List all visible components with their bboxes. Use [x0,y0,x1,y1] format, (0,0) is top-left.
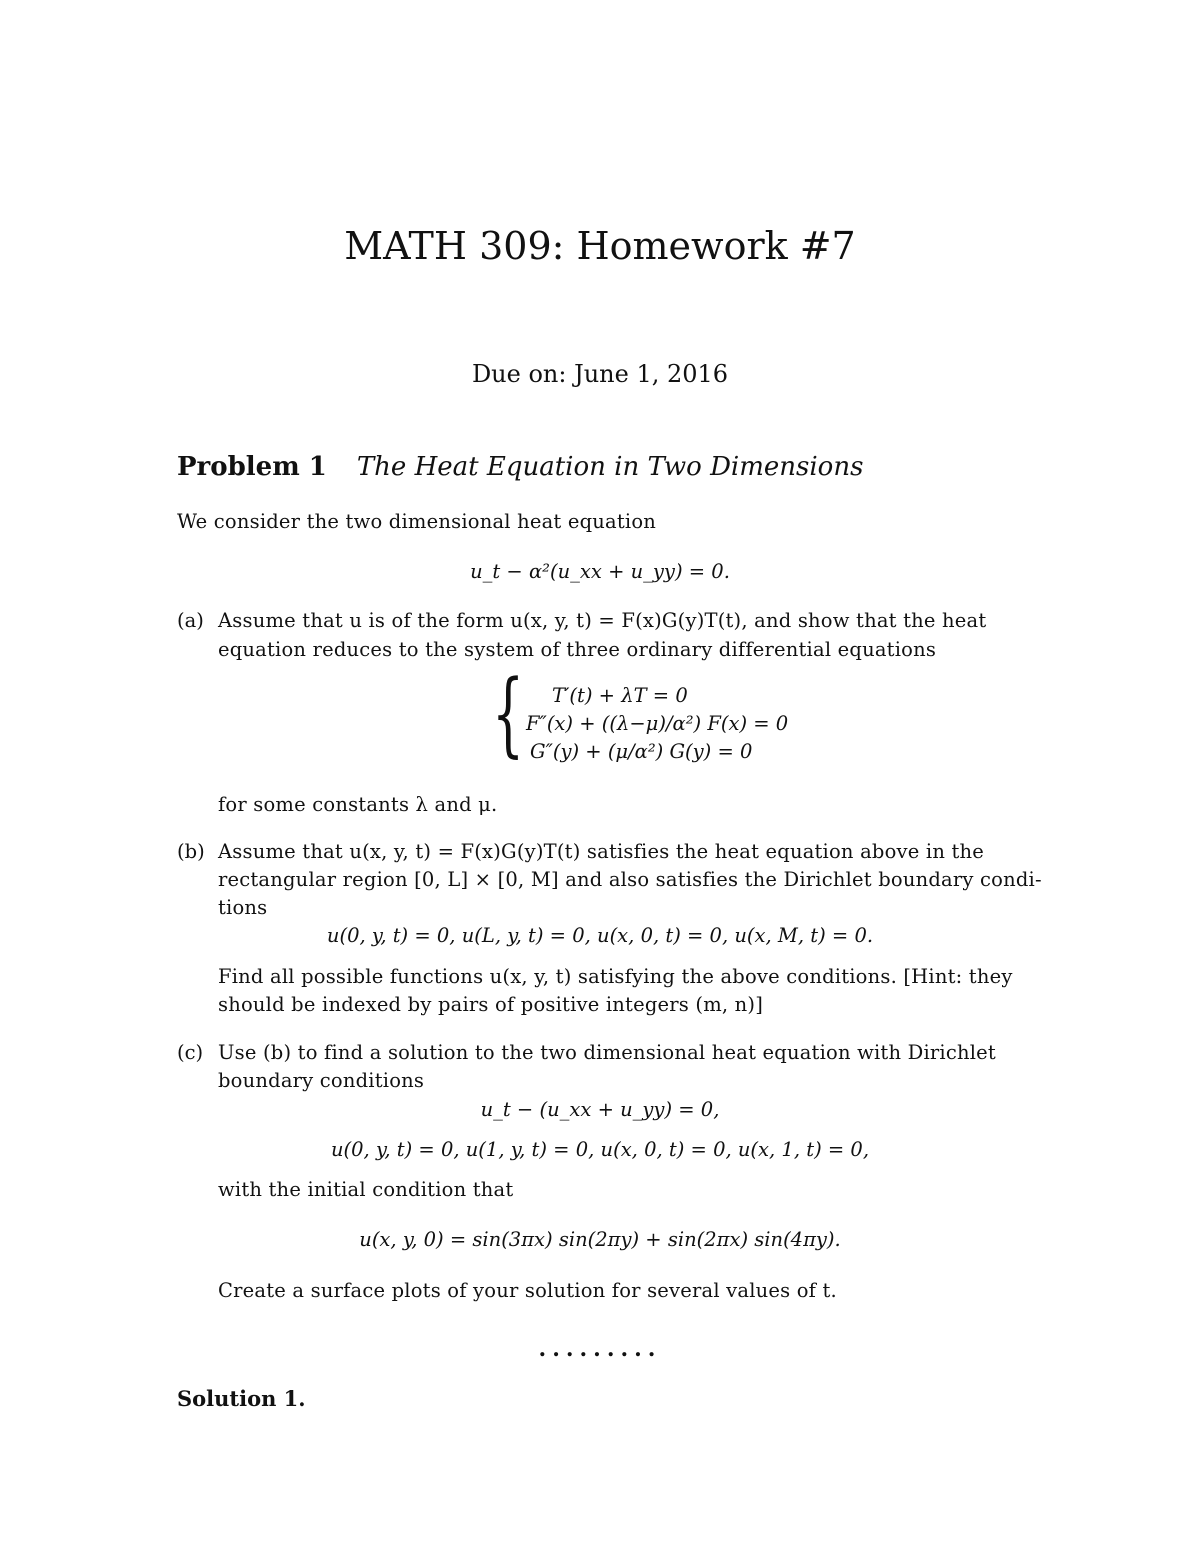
separator-dots: ......... [538,1336,662,1362]
left-brace: { [492,660,525,767]
part-c-line2: boundary conditions [218,1069,425,1092]
part-a-after: for some constants λ and μ. [218,793,498,816]
part-c-line1: Use (b) to find a solution to the two dimensional heat equation with Dirichlet [218,1041,996,1064]
part-b-find1: Find all possible functions u(x, y, t) satisfying the above conditions. [Hint: they [218,965,1013,988]
problem-intro: We consider the two dimensional heat equation [177,510,657,533]
ode-g: G″(y) + (μ/α²) G(y) = 0 [530,740,753,763]
boundary-conditions-b: u(0, y, t) = 0, u(L, y, t) = 0, u(x, 0, t) = 0, u(x, M, t) = 0. [326,924,874,947]
boundary-conditions-c: u(0, y, t) = 0, u(1, y, t) = 0, u(x, 0, t) = 0, u(x, 1, t) = 0, [330,1138,870,1161]
heat-equation-c: u_t − (u_xx + u_yy) = 0, [480,1098,720,1121]
part-c-label: (c) [177,1041,204,1064]
part-a-line2: equation reduces to the system of three ordinary differential equations [218,638,937,661]
ode-f: F″(x) + ((λ−μ)/α²) F(x) = 0 [526,712,789,735]
problem-heading [177,452,863,482]
part-b-line3: tions [218,896,268,919]
part-b-line1: Assume that u(x, y, t) = F(x)G(y)T(t) satisfies the heat equation above in the [218,840,985,863]
part-c-create: Create a surface plots of your solution for several values of t. [218,1279,837,1302]
problem-title: The Heat Equation in Two Dimensions [356,452,864,482]
main-equation: u_t − α²(u_xx + u_yy) = 0. [470,560,730,583]
problem-label: Problem 1 [177,452,327,482]
part-b-find2: should be indexed by pairs of positive integers (m, n)] [218,993,764,1016]
due-date: Due on: June 1, 2016 [471,360,729,388]
initial-condition: u(x, y, 0) = sin(3πx) sin(2πy) + sin(2πx) sin(4πy). [359,1228,841,1251]
ode-t: T′(t) + λT = 0 [552,684,688,707]
part-c-with: with the initial condition that [218,1178,514,1201]
part-a-line1: Assume that u is of the form u(x, y, t) = F(x)G(y)T(t), and show that the heat [218,609,987,632]
ode-system [492,660,789,775]
solution-heading: Solution 1. [177,1386,306,1411]
page-title: MATH 309: Homework #7 [344,224,856,268]
part-a-label: (a) [177,609,204,632]
part-b-line2: rectangular region [0, L] × [0, M] and also satisfies the Dirichlet boundary condi- [218,868,1042,891]
part-b-label: (b) [177,840,205,863]
